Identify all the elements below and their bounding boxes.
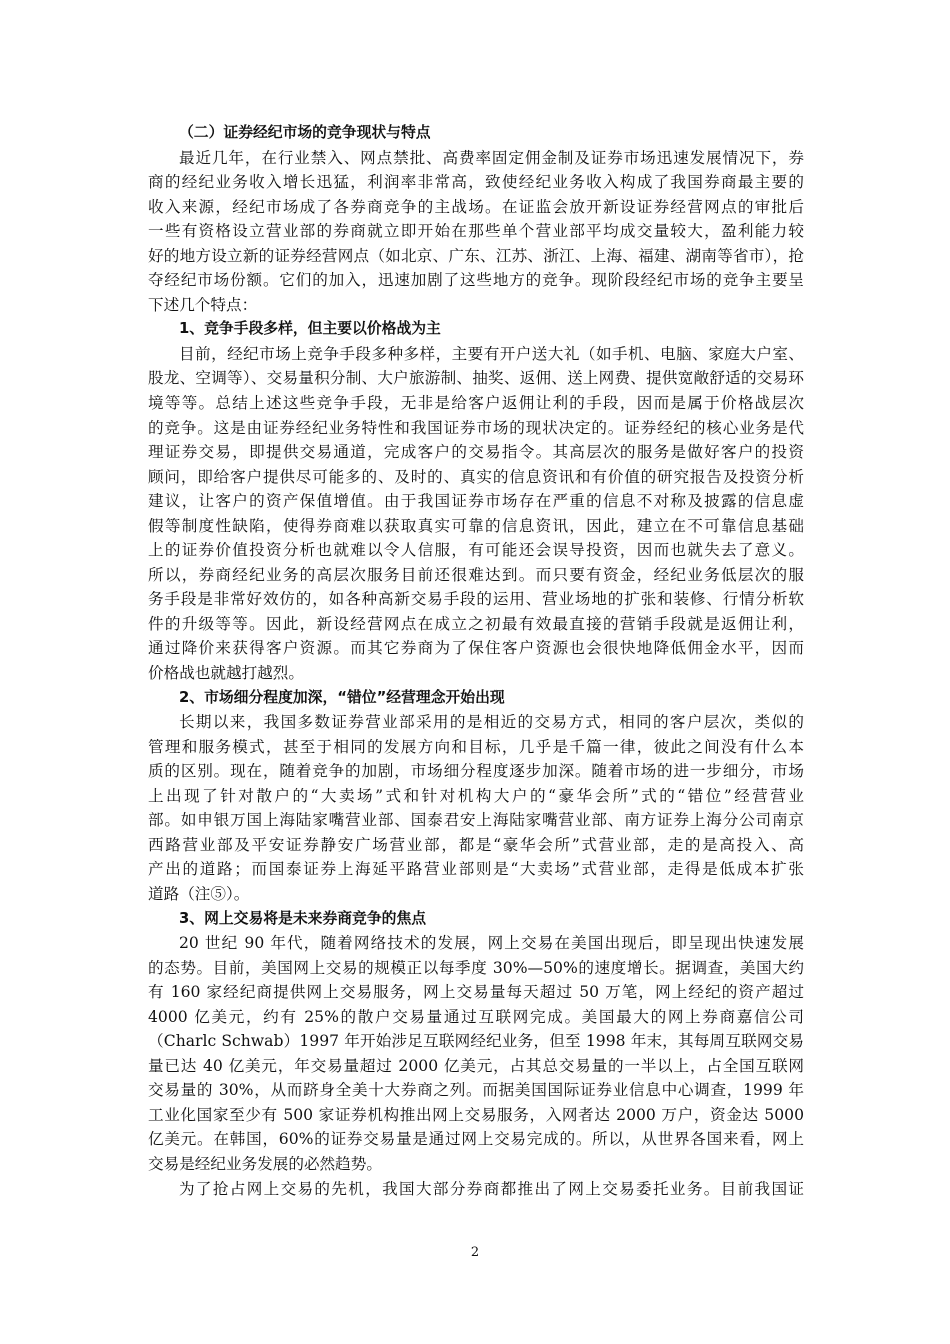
text-line: 20 世纪 90 年代，随着网络技术的发展，网上交易在美国出现后，即呈现出快速发展 <box>179 934 804 953</box>
text-line: 管理和服务模式，甚至于相同的发展方向和目标，几乎是千篇一律，彼此之间没有什么本 <box>148 737 804 756</box>
text-line: 的态势。目前，美国网上交易的规模正以每季度 30%—50%的速度增长。据调查，美国大约 <box>148 958 804 977</box>
text-line: 假等制度性缺陷，使得券商难以获取真实可靠的信息资讯，因此，建立在不可靠信息基础 <box>148 516 804 535</box>
text-line: 件的升级等等。因此，新设经营网点在成立之初最有效最直接的营销手段就是返佣让利， <box>148 614 804 633</box>
text-line: 目前，经纪市场上竞争手段多种多样，主要有开户送大礼（如手机、电脑、家庭大户室、 <box>179 344 804 363</box>
section-heading: 2、市场细分程度加深，“错位”经营理念开始出现 <box>179 688 505 706</box>
text-line: 通过降价来获得客户资源。而其它券商为了保住客户资源也会很快地降低佣金水平，因而 <box>148 639 804 658</box>
text-line: 长期以来，我国多数证券营业部采用的是相近的交易方式，相同的客户层次，类似的 <box>179 713 804 732</box>
page-number: 2 <box>470 1245 480 1260</box>
text-line: 的竞争。这是由证券经纪业务特性和我国证券市场的现状决定的。证券经纪的核心业务是代 <box>148 418 804 437</box>
text-line: 工业化国家至少有 500 家证券机构推出网上交易服务，入网者达 2000 万户，资金达 5000 <box>148 1105 804 1124</box>
text-line: 4000 亿美元，约有 25%的散户交易量通过互联网完成。美国最大的网上券商嘉信公司 <box>148 1007 804 1026</box>
text-line: 最近几年，在行业禁入、网点禁批、高费率固定佣金制及证券市场迅速发展情况下，券 <box>179 148 804 167</box>
text-line: 产出的道路；而国泰证券上海延平路营业部则是“大卖场”式营业部，走得是低成本扩张 <box>148 860 804 879</box>
text-line: （Charlc Schwab）1997 年开始涉足互联网经纪业务，但至 1998 年末，其每周互联网交易 <box>148 1032 804 1051</box>
text-line: 价格战也就越打越烈。 <box>148 664 304 683</box>
text-line: 亿美元。在韩国，60%的证券交易量是通过网上交易完成的。所以，从世界各国来看，网上 <box>148 1130 804 1149</box>
section-heading: 3、网上交易将是未来券商竞争的焦点 <box>179 909 427 927</box>
text-line: 部。如申银万国上海陆家嘴营业部、国泰君安上海陆家嘴营业部、南方证券上海分公司南京 <box>148 811 804 830</box>
text-line: 交易量的 30%，从而跻身全美十大券商之列。而据美国国际证券业信息中心调查，1999 年 <box>148 1081 804 1100</box>
text-line: 下述几个特点： <box>148 295 258 314</box>
text-line: 为了抢占网上交易的先机，我国大部分券商都推出了网上交易委托业务。目前我国证 <box>179 1179 804 1198</box>
text-line: 道路（注⑤）。 <box>148 884 250 903</box>
text-line: 顾问，即给客户提供尽可能多的、及时的、真实的信息资讯和有价值的研究报告及投资分析 <box>148 467 804 486</box>
text-line: 有 160 家经纪商提供网上交易服务，网上交易量每天超过 50 万笔，网上经纪的资产超过 <box>148 983 804 1002</box>
text-line: 商的经纪业务收入增长迅猛，利润率非常高，致使经纪业务收入构成了我国券商最主要的 <box>148 173 804 192</box>
text-line: 收入来源，经纪市场成了各券商竞争的主战场。在证监会放开新设证券经营网点的审批后 <box>148 197 804 216</box>
text-line: 夺经纪市场份额。它们的加入，迅速加剧了这些地方的竞争。现阶段经纪市场的竞争主要呈 <box>148 271 804 290</box>
text-line: 交易是经纪业务发展的必然趋势。 <box>148 1154 382 1173</box>
text-line: 所以，券商经纪业务的高层次服务目前还很难达到。而只要有资金，经纪业务低层次的服 <box>148 565 804 584</box>
text-line: 质的区别。现在，随着竞争的加剧，市场细分程度逐步加深。随着市场的进一步细分，市场 <box>148 762 804 781</box>
section-heading: （二）证券经纪市场的竞争现状与特点 <box>179 124 431 141</box>
section-heading: 1、竞争手段多样，但主要以价格战为主 <box>179 320 441 338</box>
text-line: 好的地方设立新的证券经营网点（如北京、广东、江苏、浙江、上海、福建、湖南等省市），抢 <box>148 246 804 265</box>
text-line: 境等等。总结上述这些竞争手段，无非是给客户返佣让利的手段，因而是属于价格战层次 <box>148 394 804 413</box>
text-line: 上出现了针对散户的“大卖场”式和针对机构大户的“豪华会所”式的“错位”经营营业 <box>148 786 804 805</box>
text-line: 量已达 40 亿美元，年交易量超过 2000 亿美元，占其总交易量的一半以上，占全国互联网 <box>148 1056 804 1075</box>
text-line: 股龙、空调等）、交易量积分制、大户旅游制、抽奖、返佣、送上网费、提供宽敞舒适的交易环 <box>148 369 804 388</box>
text-line: 上的证券价值投资分析也就难以令人信服，有可能还会误导投资，因而也就失去了意义。 <box>148 541 804 560</box>
text-line: 西路营业部及平安证券静安广场营业部，都是“豪华会所”式营业部，走的是高投入、高 <box>148 835 804 854</box>
text-line: 理证券交易，即提供交易通道，完成客户的交易指令。其高层次的服务是做好客户的投资 <box>148 443 804 462</box>
text-line: 务手段是非常好效仿的，如各种高新交易手段的运用、营业场地的扩张和装修、行情分析软 <box>148 590 804 609</box>
text-line: 建议，让客户的资产保值增值。由于我国证券市场存在严重的信息不对称及披露的信息虚 <box>148 492 804 511</box>
text-line: 一些有资格设立营业部的券商就立即开始在那些单个营业部平均成交量较大，盈利能力较 <box>148 222 804 241</box>
document-body <box>148 121 804 1201</box>
